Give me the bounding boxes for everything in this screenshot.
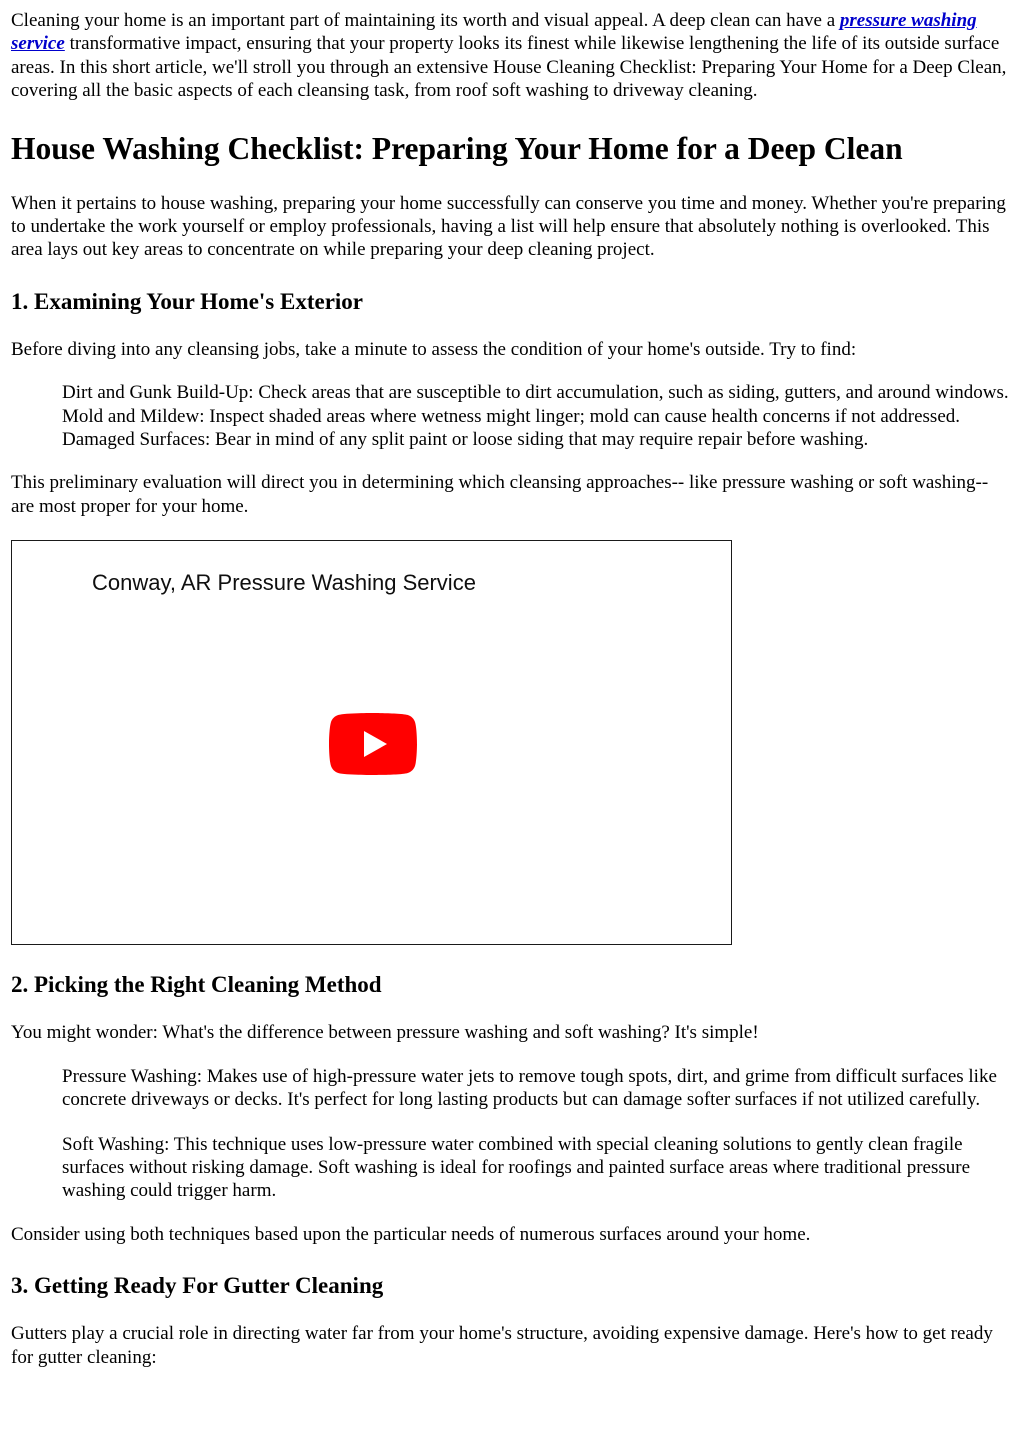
section2-intro: You might wonder: What's the difference between pressure washing and soft washing? It's simple! [11,1022,759,1044]
play-button-svg [329,713,417,775]
section1-intro: Before diving into any cleansing jobs, take a minute to assess the condition of your home's outside. Try to find: [11,338,857,360]
section3-intro: Gutters play a crucial role in directing water far from your home's structure, avoiding expensive damage. Here's how to get ready for gutter cleaning: [11,1323,993,1368]
section1-closing: This preliminary evaluation will direct you in determining which cleansing approaches-- like pressure washing or soft washing-- are most proper for your home. [11,472,989,517]
video-embed[interactable] [11,540,732,945]
intro-text-before-link: Cleaning your home is an important part of maintaining its worth and visual appeal. A deep clean can have a [11,10,840,31]
intro-paragraph [11,9,1013,103]
video-title[interactable]: Conway, AR Pressure Washing Service [92,570,476,596]
section2-closing: Consider using both techniques based upon the particular needs of numerous surfaces around your home. [11,1223,811,1245]
section3-heading: 3. Getting Ready For Gutter Cleaning [11,1273,384,1299]
youtube-play-icon[interactable] [329,713,417,775]
section1-checklist-quote: Dirt and Gunk Build-Up: Check areas that are susceptible to dirt accumulation, such as siding, gutters, and around windows. Mold and Mildew: Inspect shaded areas where wetness might linger; mold can cause health concerns if not addressed. Damaged Surfaces: Bear in mind of any split paint or loose siding that may require repair before washing. [62,382,1009,451]
main-paragraph: When it pertains to house washing, preparing your home successfully can conserve you time and money. Whether you're preparing to undertake the work yourself or employ professionals, having a list will help ensure that absolutely nothing is overlooked. This area lays out key areas to concentrate on while preparing your deep cleaning project. [11,192,1006,261]
pressure-washing-quote: Pressure Washing: Makes use of high-pressure water jets to remove tough spots, dirt, and grime from difficult surfaces like concrete driveways or decks. It's perfect for long lasting products but can damage softer surfaces if not utilized carefully. [62,1065,997,1111]
soft-washing-quote: Soft Washing: This technique uses low-pressure water combined with special cleaning solutions to gently clean fragile surfaces without risking damage. Soft washing is ideal for roofings and painted surface areas where traditional pressure washing could trigger harm. [62,1133,971,1202]
section2-heading: 2. Picking the Right Cleaning Method [11,972,382,998]
section1-heading: 1. Examining Your Home's Exterior [11,288,364,314]
pressure-washing-service-link[interactable]: pressure washing service [11,10,977,55]
main-heading: House Washing Checklist: Preparing Your Home for a Deep Clean [11,130,903,166]
intro-text-after-link: transformative impact, ensuring that your property looks its finest while likewise lengthening the life of its outside surface areas. In this short article, we'll stroll you through an extensive House Cleaning Checklist: Preparing Your Home for a Deep Clean, covering all the basic aspects of each cleansing task, from roof soft washing to driveway cleaning. [11,33,1007,102]
